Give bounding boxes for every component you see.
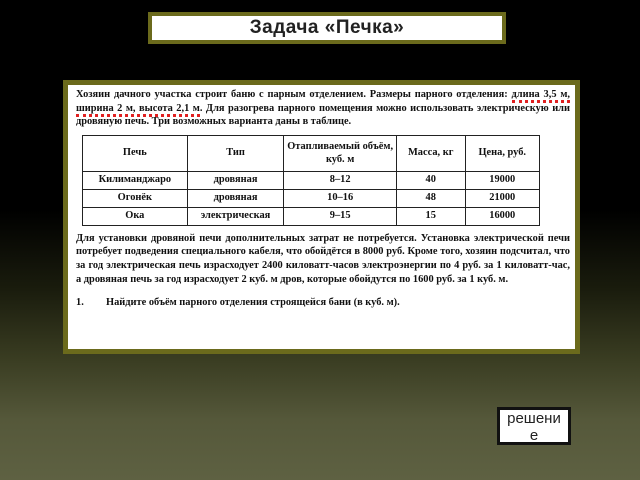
solution-button[interactable]: решение: [497, 407, 571, 445]
col-header-price: Цена, руб.: [465, 135, 539, 171]
stoves-table: [82, 135, 540, 226]
question-item: [76, 296, 570, 310]
col-header-volume: Отапливаемый объём, куб. м: [284, 135, 397, 171]
cell-volume: 8–12: [284, 171, 397, 189]
col-header-mass: Масса, кг: [396, 135, 465, 171]
table-row: [83, 171, 540, 189]
cell-volume: 9–15: [284, 207, 397, 225]
cell-type: электрическая: [187, 207, 284, 225]
cell-volume: 10–16: [284, 189, 397, 207]
cell-mass: 15: [396, 207, 465, 225]
intro-paragraph: [76, 88, 570, 129]
intro-before: Хозяин дачного участка строит баню с парным отделением. Размеры парного отделения:: [76, 89, 512, 100]
document-text: [76, 88, 570, 310]
cell-stove: Килиманджаро: [83, 171, 188, 189]
cell-mass: 40: [396, 171, 465, 189]
col-header-stove: Печь: [83, 135, 188, 171]
cell-type: дровяная: [187, 189, 284, 207]
intro-after: . Для разогрева парного помещения можно использовать электрическую или дровяную печь. Три возможных варианта даны в таблице.: [76, 102, 570, 128]
cell-type: дровяная: [187, 171, 284, 189]
conditions-paragraph: Для установки дровяной печи дополнительных затрат не потребуется. Установка электрической печи потребует подведения специального кабеля, что обойдётся в 8000 руб. Кроме того, хозяин подсчитал, что за год электрическая печь израсходует 2400 киловатт-часов электроэнергии по 4 руб. за 1 киловатт-час, а дровяная печь за год израсходует 2 куб. м дров, которые обойдутся по 1600 руб. за 1 куб. м.: [76, 232, 570, 285]
col-header-type: Тип: [187, 135, 284, 171]
table-header-row: [83, 135, 540, 171]
cell-price: 16000: [465, 207, 539, 225]
slide-title: Задача «Печка»: [148, 12, 506, 44]
table-row: [83, 207, 540, 225]
cell-stove: Огонёк: [83, 189, 188, 207]
question-number: 1.: [76, 297, 84, 309]
room-dimensions: длина 3,5 м, ширина 2 м, высота 2,1 м: [76, 89, 570, 117]
table-row: [83, 189, 540, 207]
question-text: Найдите объём парного отделения строящейся бани (в куб. м).: [106, 297, 400, 309]
cell-price: 19000: [465, 171, 539, 189]
cell-stove: Ока: [83, 207, 188, 225]
cell-mass: 48: [396, 189, 465, 207]
task-document: [63, 80, 580, 354]
cell-price: 21000: [465, 189, 539, 207]
